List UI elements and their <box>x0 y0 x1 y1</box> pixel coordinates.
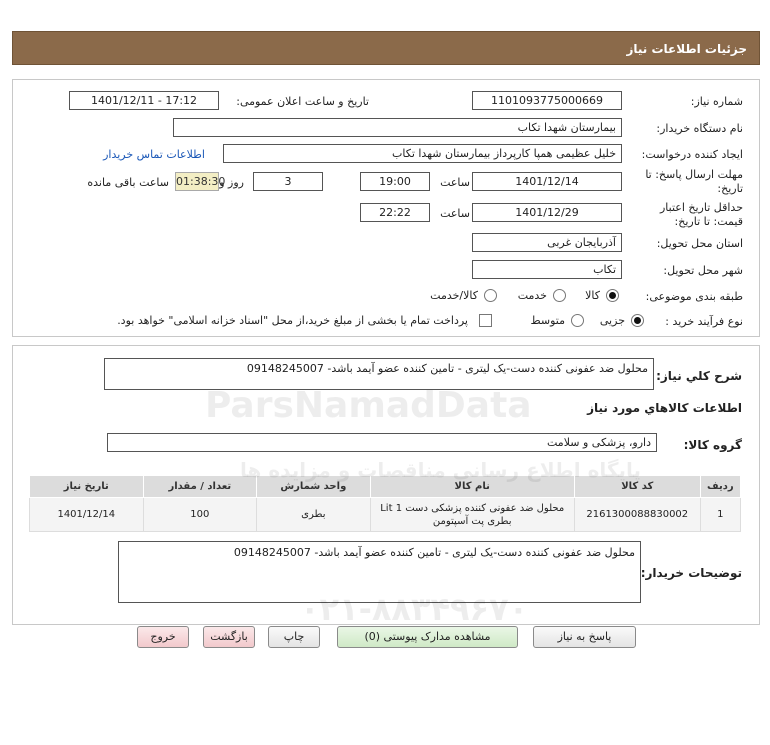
goods-section-title: اطلاعات كالاهاي مورد نياز <box>587 401 742 415</box>
exit-button[interactable]: خروج <box>137 626 189 648</box>
cell-qty: 100 <box>143 498 257 532</box>
col-unit-header: واحد شمارش <box>257 476 371 498</box>
category-radio-service[interactable] <box>553 289 566 302</box>
respond-button[interactable]: پاسخ به نیاز <box>533 626 636 648</box>
creator-label: ایجاد کننده درخواست: <box>641 148 743 161</box>
city-field: تکاب <box>472 260 622 279</box>
back-button[interactable]: بازگشت <box>203 626 255 648</box>
need-number-field: 1101093775000669 <box>472 91 622 110</box>
need-number-label: شماره نیاز: <box>690 95 743 108</box>
category-option-service: خدمت <box>517 289 547 302</box>
validity-label-line1: حداقل تاریخ اعتبار <box>659 201 743 214</box>
cell-code: 2161300088830002 <box>574 498 700 532</box>
remaining-label: ساعت باقی مانده <box>87 176 169 189</box>
category-option-goods: کالا <box>585 289 600 302</box>
col-name-header: نام کالا <box>370 476 574 498</box>
summary-label: شرح کلي نياز: <box>656 369 742 383</box>
category-option-goods-service: کالا/خدمت <box>430 289 478 302</box>
validity-label-line2: قیمت: تا تاریخ: <box>674 215 743 228</box>
category-label: طبقه بندی موضوعی: <box>645 290 743 303</box>
creator-field: خلیل عظیمی همپا کارپرداز بیمارستان شهدا تکاب <box>223 144 622 163</box>
deadline-date-field: 1401/12/14 <box>472 172 622 191</box>
remaining-time-field: 01:38:30 <box>175 172 219 191</box>
process-radio-medium[interactable] <box>571 314 584 327</box>
table-row <box>30 498 741 532</box>
process-option-minor: جزیی <box>599 314 625 327</box>
validity-time-field: 22:22 <box>360 203 430 222</box>
col-row-header: ردیف <box>700 476 740 498</box>
buyer-notes-label: توضیحات خریدار: <box>640 566 742 580</box>
col-code-header: کد کالا <box>574 476 700 498</box>
page-title: جزئیات اطلاعات نیاز <box>626 42 747 56</box>
summary-field: محلول ضد عفونی کننده دست-یک لیتری - تامین کننده عضو آیمد باشد- 09148245007 <box>104 358 654 390</box>
page-header <box>12 31 760 65</box>
validity-date-field: 1401/12/29 <box>472 203 622 222</box>
deadline-label <box>645 168 743 196</box>
process-label: نوع فرآیند خرید : <box>665 315 743 328</box>
deadline-label-line2: تاریخ: <box>717 182 743 195</box>
validity-time-label: ساعت <box>440 207 470 220</box>
days-label: روز و <box>219 176 244 189</box>
col-qty-header: تعداد / مقدار <box>143 476 257 498</box>
print-button[interactable]: چاپ <box>268 626 320 648</box>
goods-table <box>29 475 741 532</box>
goods-group-field: دارو، پزشکی و سلامت <box>107 433 657 452</box>
announce-field: 1401/12/11 - 17:12 <box>69 91 219 110</box>
buyer-org-field: بیمارستان شهدا تکاب <box>173 118 622 137</box>
deadline-time-field: 19:00 <box>360 172 430 191</box>
attachments-button[interactable]: مشاهده مدارک پیوستی (0) <box>337 626 518 648</box>
contact-buyer-link[interactable]: اطلاعات تماس خریدار <box>103 148 205 161</box>
validity-label <box>660 201 743 229</box>
treasury-payment-note: پرداخت تمام یا بخشی از مبلغ خرید،از محل "اسناد خزانه اسلامی" خواهد بود. <box>117 314 468 327</box>
category-radio-goods-service[interactable] <box>484 289 497 302</box>
cell-unit: بطری <box>257 498 371 532</box>
process-option-medium: متوسط <box>530 314 565 327</box>
buyer-notes-field: محلول ضد عفونی کننده دست-یک لیتری - تامین کننده عضو آیمد باشد- 09148245007 <box>118 541 641 603</box>
province-label: استان محل تحویل: <box>656 237 743 250</box>
process-radio-minor[interactable] <box>631 314 644 327</box>
col-date-header: تاریخ نیاز <box>30 476 144 498</box>
cell-row: 1 <box>700 498 740 532</box>
province-field: آذربایجان غربی <box>472 233 622 252</box>
goods-group-label: گروه كالا: <box>683 438 742 452</box>
goods-table-header <box>30 476 741 498</box>
deadline-label-line1: مهلت ارسال پاسخ: تا <box>645 168 743 181</box>
deadline-time-label: ساعت <box>440 176 470 189</box>
announce-label: تاریخ و ساعت اعلان عمومی: <box>236 95 369 108</box>
treasury-payment-checkbox[interactable] <box>479 314 492 327</box>
cell-name: محلول ضد عفونی کننده پزشکی دست 1 Lit بطری پت آسپتومن <box>370 498 574 532</box>
cell-date: 1401/12/14 <box>30 498 144 532</box>
days-field: 3 <box>253 172 323 191</box>
category-radio-goods[interactable] <box>606 289 619 302</box>
city-label: شهر محل تحویل: <box>663 264 743 277</box>
buyer-org-label: نام دستگاه خریدار: <box>656 122 743 135</box>
